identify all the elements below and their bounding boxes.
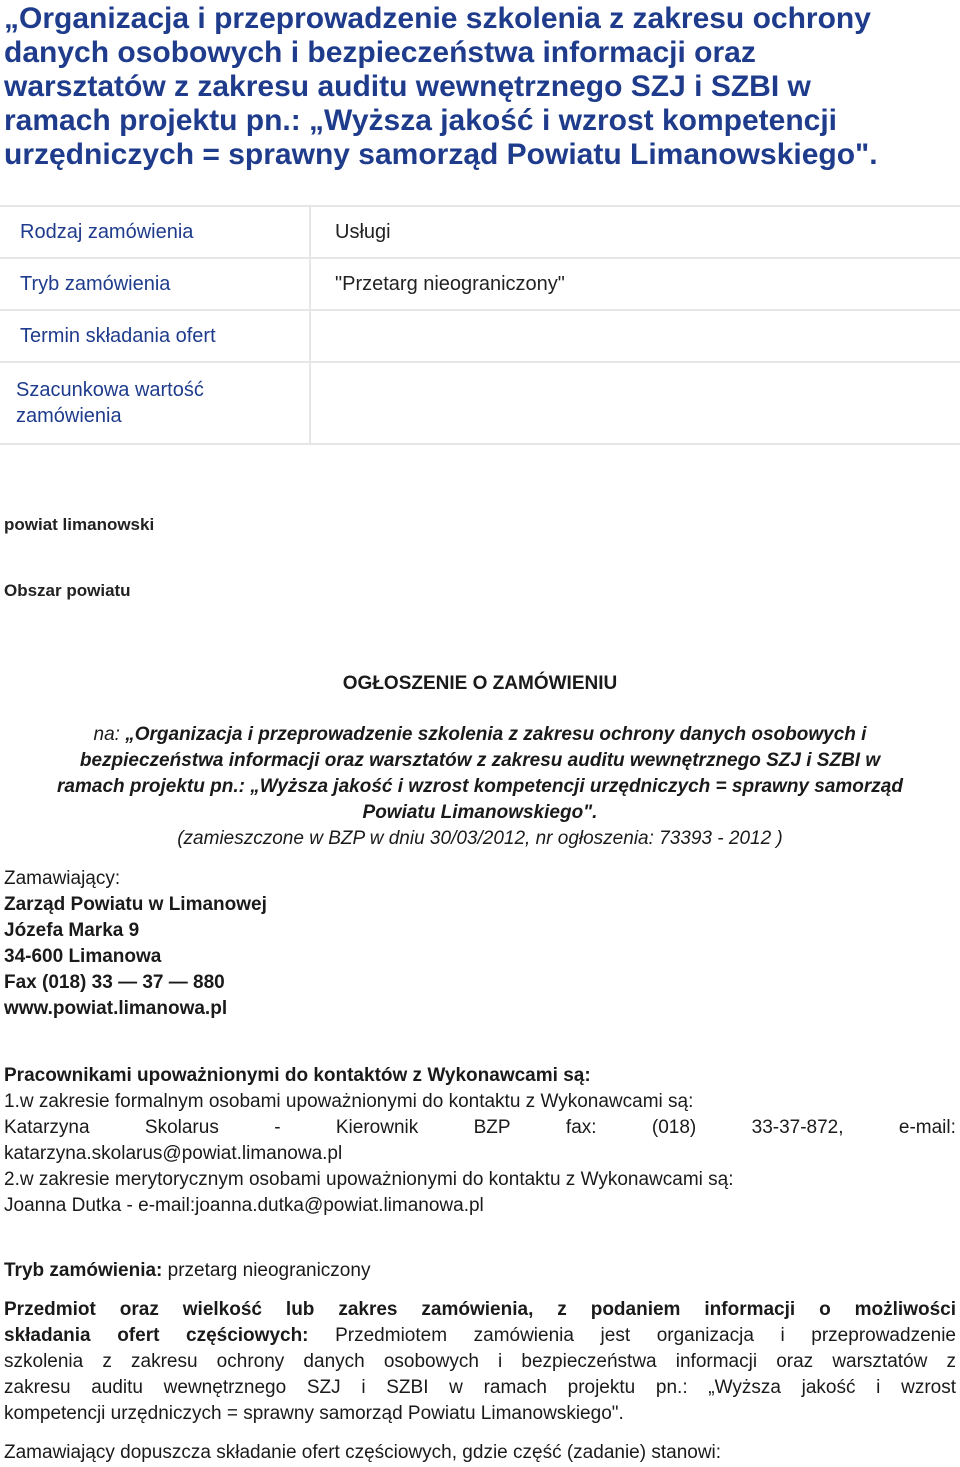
meta-label: Tryb zamówienia — [0, 258, 310, 310]
notice-line: bezpieczeństwa informacji oraz warsztatów z zakresu auditu wewnętrznego SZJ i SZBI w — [79, 750, 881, 771]
contracting-fax: Fax (018) 33 — 37 — 880 — [4, 972, 225, 993]
title-line: danych osobowych i bezpieczeństwa informacji oraz — [4, 36, 756, 69]
title-line: ramach projektu pn.: „Wyższa jakość i wzrost kompetencji — [4, 104, 838, 137]
meta-label: Szacunkowa wartość zamówienia — [0, 362, 310, 444]
partial-offers-text: Zamawiający dopuszcza składanie ofert częściowych, gdzie część (zadanie) stanowi: — [4, 1442, 722, 1463]
subject-label-line1 — [4, 1297, 956, 1323]
meta-row-deadline — [0, 310, 960, 362]
contact-word: Kierownik — [335, 1117, 419, 1138]
contact-word: - — [274, 1117, 281, 1138]
notice-line: Powiatu Limanowskiego". — [362, 802, 598, 823]
contact-word: (018) — [651, 1117, 697, 1138]
meta-row-mode — [0, 258, 960, 310]
subject-label-1: Przedmiot oraz wielkość lub zakres zamówienia, z podaniem informacji o możliwości — [4, 1299, 956, 1320]
subject-text-3: szkolenia z zakresu ochrony danych osobowych i bezpieczeństwa informacji oraz warsztatów z — [4, 1351, 956, 1372]
notice-line: ramach projektu pn.: „Wyższa jakość i wzrost kompetencji urzędniczych = sprawny samorząd — [57, 776, 903, 797]
contracting-label: Zamawiający: — [4, 868, 121, 889]
mode-label: Tryb zamówienia: — [4, 1260, 163, 1281]
contact-item2-person: Joanna Dutka - e-mail:joanna.dutka@powiat.limanowa.pl — [4, 1195, 484, 1216]
order-meta-table — [0, 205, 960, 445]
contracting-name: Zarząd Powiatu w Limanowej — [4, 894, 267, 915]
notice-prefix: na: — [93, 724, 120, 745]
meta-value: "Przetarg nieograniczony" — [310, 258, 960, 310]
meta-value — [310, 362, 960, 444]
publication-info: (zamieszczone w BZP w dniu 30/03/2012, nr ogłoszenia: 73393 - 2012 ) — [177, 828, 783, 849]
meta-row-estimate — [0, 362, 960, 444]
contracting-www-link[interactable]: www.powiat.limanowa.pl — [4, 998, 228, 1019]
meta-row-type — [0, 206, 960, 258]
mode-line — [4, 1258, 956, 1284]
contact-item1-details — [4, 1115, 956, 1141]
page-title — [4, 2, 954, 172]
contact-word: Katarzyna — [4, 1117, 90, 1138]
contacts-heading: Pracownikami upoważnionymi do kontaktów z Wykonawcami są: — [4, 1065, 591, 1086]
title-line: warsztatów z zakresu auditu wewnętrznego SZJ i SZBI w — [4, 70, 811, 103]
subject-text-5: kompetencji urzędniczych = sprawny samorząd Powiatu Limanowskiego". — [4, 1403, 624, 1424]
contact-word: 33-37-872, — [751, 1117, 844, 1138]
notice-heading: OGŁOSZENIE O ZAMÓWIENIU — [342, 673, 618, 694]
contracting-authority — [4, 866, 267, 1022]
meta-label: Rodzaj zamówienia — [0, 206, 310, 258]
subject-text-2: Przedmiotem zamówienia jest organizacja i przeprowadzenie — [308, 1325, 956, 1346]
notice-line: „Organizacja i przeprowadzenie szkolenia z zakresu ochrony danych osobowych i — [125, 724, 867, 745]
contact-item1-email[interactable]: katarzyna.skolarus@powiat.limanowa.pl — [4, 1143, 343, 1164]
contracting-street: Józefa Marka 9 — [4, 920, 140, 941]
contacts-section — [4, 1063, 956, 1219]
contact-item2-intro: 2.w zakresie merytorycznym osobami upoważnionymi do kontaktu z Wykonawcami są: — [4, 1169, 734, 1190]
area-text: Obszar powiatu — [4, 581, 131, 600]
contracting-city: 34-600 Limanowa — [4, 946, 162, 967]
subject-label-2: składania ofert częściowych: — [4, 1325, 309, 1346]
meta-value: Usługi — [310, 206, 960, 258]
mode-value: przetarg nieograniczony — [162, 1260, 371, 1281]
meta-value — [310, 310, 960, 362]
contact-item1-intro: 1.w zakresie formalnym osobami upoważnionymi do kontaktu z Wykonawcami są: — [4, 1091, 694, 1112]
contact-word: fax: — [565, 1117, 597, 1138]
meta-label: Termin składania ofert — [0, 310, 310, 362]
subject-text-4: zakresu auditu wewnętrznego SZJ i SZBI w ramach projektu pn.: „Wyższa jakość i wzrost — [4, 1377, 956, 1398]
title-line: urzędniczych = sprawny samorząd Powiatu Limanowskiego". — [4, 138, 878, 171]
notice-subject — [4, 722, 956, 826]
title-line: „Organizacja i przeprowadzenie szkolenia z zakresu ochrony — [4, 2, 871, 35]
contact-word: Skolarus — [144, 1117, 219, 1138]
subject-section — [4, 1297, 956, 1427]
region-text: powiat limanowski — [4, 515, 155, 534]
contact-word: BZP — [473, 1117, 511, 1138]
contact-word: e-mail: — [898, 1117, 956, 1138]
